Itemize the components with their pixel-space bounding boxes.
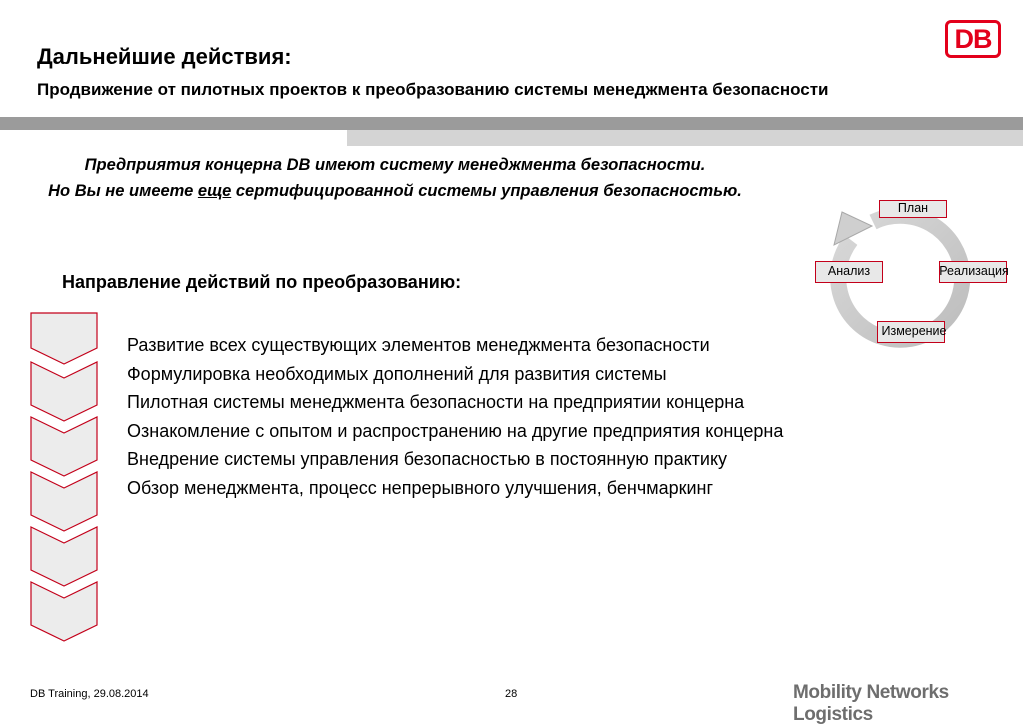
section-heading: Направление действий по преобразованию: bbox=[62, 272, 462, 292]
action-item-1: Развитие всех существующих элементов менеджмента безопасности bbox=[127, 335, 710, 355]
cycle-label-analysis: Анализ bbox=[827, 264, 871, 278]
intro-underlined-word: еще bbox=[197, 182, 232, 200]
cycle-label-realization: Реализация bbox=[939, 264, 1009, 278]
chevron-step-4 bbox=[31, 472, 97, 531]
chevron-step-3 bbox=[31, 417, 97, 476]
page-subtitle: Продвижение от пилотных проектов к преобразованию системы менеджмента безопасности bbox=[37, 80, 829, 99]
chevron-step-6 bbox=[31, 582, 97, 641]
action-item-2: Формулировка необходимых дополнений для развития системы bbox=[127, 363, 667, 384]
cycle-arrow-icon bbox=[834, 212, 872, 245]
chevron-step-2 bbox=[31, 362, 97, 421]
action-item-4: Ознакомление с опытом и распространению на другие предприятия концерна bbox=[127, 420, 784, 441]
footer-training-date: DB Training, 29.08.2014 bbox=[30, 688, 149, 700]
cycle-label-plan: План bbox=[897, 201, 929, 215]
header-band-light bbox=[347, 130, 1023, 146]
step-chevrons bbox=[30, 312, 98, 652]
intro-line-2-start: Но Вы не имеете bbox=[48, 182, 198, 200]
brand-slogan: Mobility Networks Logistics bbox=[793, 682, 949, 725]
action-item-3: Пилотная системы менеджмента безопасности на предприятии концерна bbox=[127, 392, 745, 412]
cycle-label-measurement: Измерение bbox=[881, 324, 947, 338]
db-logo: DB bbox=[945, 20, 1001, 58]
page-title: Дальнейшие действия: bbox=[37, 44, 292, 69]
intro-text bbox=[40, 152, 750, 204]
intro-line-2 bbox=[40, 178, 750, 204]
header-band-white bbox=[0, 130, 347, 146]
pdca-cycle-diagram bbox=[806, 190, 1021, 350]
actions-list bbox=[127, 331, 847, 502]
action-item-6: Обзор менеджмента, процесс непрерывного улучшения, бенчмаркинг bbox=[127, 477, 714, 498]
page-number: 28 bbox=[505, 688, 518, 700]
chevron-step-1 bbox=[31, 313, 97, 364]
chevron-step-5 bbox=[31, 527, 97, 586]
action-item-5: Внедрение системы управления безопасностью в постоянную практику bbox=[127, 449, 728, 469]
intro-line-2-end: сертифицированной системы управления безопасностью. bbox=[231, 182, 742, 200]
header-band-dark bbox=[0, 117, 1023, 130]
intro-line-1: Предприятия концерна DB имеют систему менеджмента безопасности. bbox=[84, 156, 706, 174]
